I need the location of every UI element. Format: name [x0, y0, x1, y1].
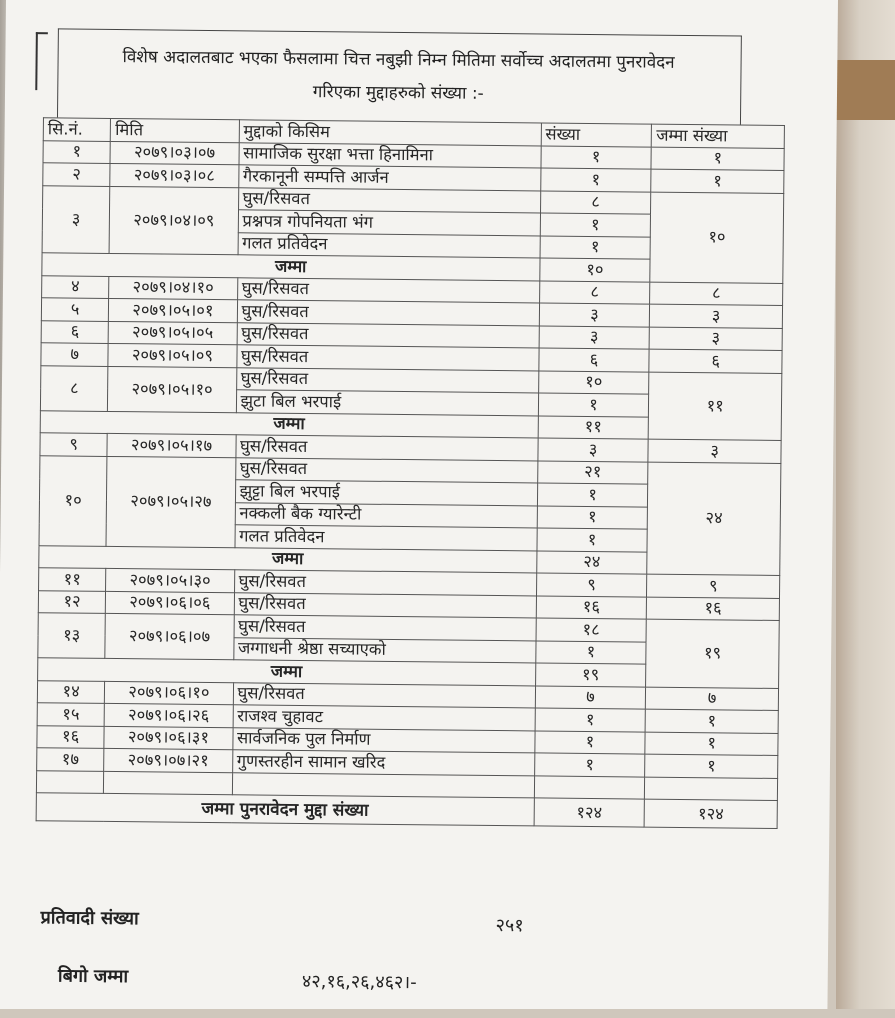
title-line-1: विशेष अदालतबाट भएका फैसलामा चित्त नबुझी निम्न मितिमा सर्वोच्च अदालतमा पुनरावेदन	[122, 47, 675, 73]
cell-count: १	[535, 708, 646, 732]
cell-sn: ८	[40, 365, 108, 411]
cell-case: गुणस्तरहीन सामान खरिद	[232, 750, 534, 776]
cell-total: ११	[649, 372, 782, 441]
cell-case: सार्वजनिक पुल निर्माण	[232, 727, 534, 753]
cell-count: ६	[538, 348, 649, 372]
cell-total: २४	[647, 462, 781, 576]
subtotal-count: १९	[535, 663, 646, 687]
subtotal-count: १०	[539, 258, 650, 282]
cell-sn: ६	[41, 320, 109, 343]
cell-count: ९	[536, 573, 647, 597]
cell-total: १६	[647, 597, 780, 621]
cell-date: २०७९।०५।०९	[108, 343, 236, 367]
claim-value: ४२,१६,२६,४६२।-	[301, 971, 417, 994]
cell-case: घुस/रिसवत	[234, 615, 536, 641]
subtotal-count: ११	[538, 415, 649, 439]
cell-total: ३	[650, 327, 783, 351]
cell-sn: १५	[37, 703, 105, 726]
cell-count: ८	[540, 190, 651, 214]
cell-count: १	[537, 505, 648, 529]
cell-count: १	[538, 393, 649, 417]
cell-case: गलत प्रतिवेदन	[238, 232, 540, 258]
cell-count: २१	[537, 460, 648, 484]
cell-date: २०७९।०५।३०	[106, 568, 234, 592]
cell-date: २०७९।०६।२६	[104, 703, 232, 727]
claim-label: बिगो जम्मा	[57, 965, 129, 988]
cell-count: १	[540, 213, 651, 237]
cell-case: झुट्टा बिल भरपाई	[235, 480, 537, 506]
cell-count: १	[534, 730, 645, 754]
cell-sn: १६	[37, 725, 105, 748]
cell-date: २०७९।०६।३१	[104, 726, 232, 750]
cell-total: १	[645, 754, 778, 778]
col-count: संख्या	[541, 123, 652, 147]
defendants-label: प्रतिवादी संख्या	[40, 907, 139, 930]
cell-count: १६	[536, 595, 647, 619]
title-line-2: गरिएका मुद्दाहरुको संख्या :-	[312, 82, 484, 104]
cell-case: झुटा बिल भरपाई	[236, 390, 538, 416]
subtotal-count: २४	[536, 550, 647, 574]
cell-count: १	[537, 528, 648, 552]
cell-count: १८	[536, 618, 647, 642]
cell-case: घुस/रिसवत	[238, 187, 540, 213]
cell-case: घुस/रिसवत	[235, 435, 537, 461]
cell-count: ३	[539, 325, 650, 349]
grand-total-count: १२४	[534, 798, 645, 827]
cell-count: १	[541, 145, 652, 169]
col-total: जम्मा संख्या	[652, 124, 785, 148]
document-title	[57, 40, 740, 113]
cell-count: १	[540, 235, 651, 259]
cell-case: घुस/रिसवत	[234, 592, 536, 618]
grand-total-label: जम्मा पुनरावेदन मुद्दा संख्या	[36, 793, 534, 826]
cell-date: २०७९।०४।१०	[109, 276, 237, 300]
cell-total: १०	[650, 192, 784, 283]
cell-case: प्रश्नपत्र गोपनियता भंग	[238, 210, 540, 236]
cell-sn: ७	[41, 343, 109, 366]
cell-case: गलत प्रतिवेदन	[235, 525, 537, 551]
cell-total: ८	[650, 282, 783, 306]
cell-count: ७	[535, 685, 646, 709]
cell-sn: १	[43, 140, 111, 163]
cell-case: गैरकानूनी सम्पत्ति आर्जन	[238, 165, 540, 191]
cell-date: २०७९।०४।०९	[109, 186, 238, 255]
cell-date: २०७९।०६।०६	[106, 591, 234, 615]
cell-case: जग्गाधनी श्रेष्ठा सच्याएको	[233, 637, 535, 663]
cell-count: १	[535, 640, 646, 664]
defendants-value: २५१	[495, 915, 524, 937]
col-date: मिति	[111, 118, 239, 142]
cell-date: २०७९।०६।१०	[105, 681, 233, 705]
cell-count: ३	[538, 438, 649, 462]
appeals-table	[36, 117, 785, 829]
cell-total: ७	[646, 687, 779, 711]
subtotal-label: जम्मा	[42, 253, 540, 281]
cell-sn: ३	[42, 185, 110, 253]
subtotal-label: जम्मा	[39, 545, 537, 573]
cell-sn: ११	[39, 568, 107, 591]
cell-total: ६	[649, 349, 782, 373]
cell-date: २०७९।०३।०८	[110, 163, 238, 187]
cell-sn: १३	[38, 613, 106, 659]
cell-case: घुस/रिसवत	[236, 345, 538, 371]
cell-total: १	[646, 709, 779, 733]
cell-case: घुस/रिसवत	[235, 457, 537, 483]
subtotal-label: जम्मा	[40, 410, 538, 438]
cell-count: ३	[539, 303, 650, 327]
cell-sn: २	[43, 163, 111, 186]
cell-total: ३	[648, 439, 781, 463]
cell-sn: १४	[37, 680, 105, 703]
cell-case: घुस/रिसवत	[237, 300, 539, 326]
cell-total: १	[645, 732, 778, 756]
col-sn: सि.नं.	[43, 118, 111, 141]
cell-total: ९	[647, 574, 780, 598]
cell-case: राजश्व चुहावट	[233, 705, 535, 731]
cell-case: घुस/रिसवत	[236, 367, 538, 393]
cell-case: घुस/रिसवत	[234, 570, 536, 596]
cell-sn: १०	[39, 455, 107, 546]
cell-case: सामाजिक सुरक्षा भत्ता हिनामिना	[239, 142, 541, 168]
cell-case: घुस/रिसवत	[233, 682, 535, 708]
cell-count: ८	[539, 280, 650, 304]
cell-date: २०७९।०५।१०	[108, 366, 237, 412]
cell-date: २०७९।०५।२७	[106, 456, 235, 547]
cell-sn: १७	[37, 748, 105, 771]
bracket-mark	[35, 32, 48, 90]
grand-total-sum: १२४	[645, 799, 778, 828]
cell-date: २०७९।०५।०५	[108, 321, 236, 345]
cell-case: घुस/रिसवत	[237, 322, 539, 348]
cell-date: २०७९।०३।०७	[110, 141, 238, 165]
cell-sn: ९	[40, 433, 108, 456]
subtotal-label: जम्मा	[38, 658, 536, 686]
cell-count: १०	[538, 370, 649, 394]
cell-sn: १२	[38, 590, 106, 613]
cell-case: घुस/रिसवत	[237, 277, 539, 303]
cell-total: १	[651, 147, 784, 171]
cell-count: १	[540, 168, 651, 192]
cell-count: १	[534, 753, 645, 777]
cell-date: २०७९।०७।२१	[104, 748, 232, 772]
cell-case: नक्कली बैक ग्यारेन्टी	[235, 502, 537, 528]
cell-count: १	[537, 483, 648, 507]
col-case-type: मुद्दाको किसिम	[239, 120, 541, 146]
cell-total: १९	[646, 619, 779, 688]
cell-date: २०७९।०५।१७	[107, 433, 235, 457]
cell-total: ३	[650, 304, 783, 328]
cell-total: १	[651, 169, 784, 193]
cell-date: २०७९।०५।०१	[109, 298, 237, 322]
cell-sn: ५	[41, 298, 109, 321]
cell-sn: ४	[42, 275, 110, 298]
cell-date: २०७९।०६।०७	[105, 613, 234, 659]
